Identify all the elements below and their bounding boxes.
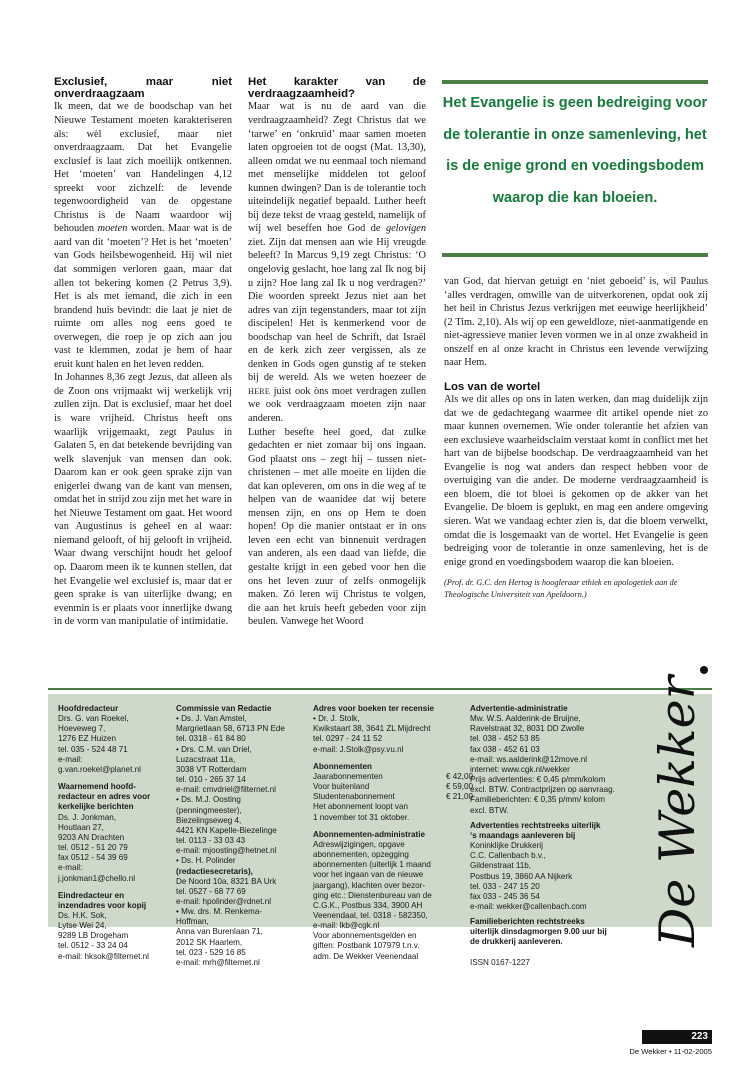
colophon-column-1: Hoofdredacteur Drs. G. van Roekel, Hoeveweg 7, 1276 EZ Huizen tel. 035 - 524 48 71 e-mail: g.van.roekel@planet.nl Waarnemend hoofd- redacteur en adres voor kerkelijke berichten Ds. J. Jonkman, Houtlaan 27, 9203 AN Drachten tel. 0512 - 51 20 79 fax 0512 - 54 39 69 e-mail: j.jonkman1@chello.nl Eindredacteur en inzendadres voor kopij Ds. H.K. Sok, Lytse Wei 24, 9289 LB Drogeham tel. 0512 - 33 24 04 e-mail: hksok@filternet.nl — [58, 704, 170, 962]
email-link[interactable]: e-mail: ws.aalderink@12move.nl — [470, 754, 588, 764]
section-heading-exclusief: Exclusief, maar niet onverdraagzaam — [54, 76, 232, 101]
colophon-divider — [48, 688, 712, 690]
paragraph: Als we dit alles op ons in laten werken, dan mag duidelijk zijn dat we de gedachtegang waarmee dit artikel opende niet zo maar kunnen overnemen. Wie onder tolerantie het afzien van een exclusieve waarheidsclaim verstaat komt in conflict met het hart van de bijbelse boodschap. De verdraagzaamheid van het Evangelie is nog wat anders dan respect hebben voor de overtuiging van die ander. De moderne verdraagzaamheid is een bloem, die tot bloei is gekomen op de akker van het Evangelie. De bloem is geplukt, en mag een andere omgeving sieren. Wat we vandaag echter zien is, dat die bloem verwelkt, omdat die is losgemaakt van de wortel. Het Evangelie is geen bedreiging voor de tolerantie in onze samenleving, het is de enige grond en voedingsbodem waarop die kan bloeien. — [444, 394, 708, 568]
paragraph: Ik meen, dat we de boodschap van het Nieuwe Testament moeten karakteriseren als: wèl exclusief, maar niet onverdraagzaam. Dat het Evangelie exclusief is laat zich moeilijk ontkennen. Het ‘moeten’ van Handelingen 4,12 spreekt voor zichzelf: de levende tegenwoordigheid van de opgestane Christus is de Naam waardoor wij behouden moeten worden. Maar wat is de aard van dit ‘moeten’? Het is het ‘moeten’ van Gods heilsbewogenheid. Hij wil niet dat sommigen verloren gaan, maar dat allen tot bekering komen (2 Petrus 3,9). Het is als met iemand, die zich in een brandend huis bevindt: die laat je niet de ruimte om alles nog eens goed te overwegen, die roep je op zich aan jou vast te klemmen, zodat je hem of haar eruit kunt halen en het leven redden. — [54, 101, 232, 370]
email-link[interactable]: e-mail: J.Stolk@psy.vu.nl — [313, 744, 404, 754]
colophon-title: Adres voor boeken ter recensie — [313, 704, 435, 713]
email-link[interactable]: g.van.roekel@planet.nl — [58, 764, 141, 774]
end-bullet-icon — [700, 666, 708, 674]
colophon-title: Commissie van Redactie — [176, 704, 272, 713]
issn: ISSN 0167-1227 — [470, 957, 530, 967]
price-row: Studentenabonnement € 21,00 — [313, 792, 473, 802]
email-link[interactable]: e-mail: cmvdriel@filternet.nl — [176, 785, 276, 795]
email-link[interactable]: e-mail: mrh@filternet.nl — [176, 957, 260, 967]
colophon-column-3: Adres voor boeken ter recensie • Dr. J. Stolk, Kwikstaart 38, 3641 ZL Mijdrecht tel. 0297 - 24 11 52 e-mail: J.Stolk@psy.vu.nl Abonnementen Jaarabonnementen € 42,00 Voor buitenland € 59,00 Studentenabonnement € 21,00 Het abonnement loopt van 1 november tot 31 oktober. Abonnementen-administratie Adreswijzigingen, opgave abonnementen, opzegging abonnementen (uiterlijk 1 maand voor het ingaan van de nieuwe jaargang), klachten over bezor- ging etc.: Dienstenbureau van de C.G.K., Postbus 334, 3900 AH Veenendaal, tel. 0318 - 582350, e-mail: lkb@cgk.nl Voor abonnementsgelden en giften: Postbank 107979 t.n.v. adm. De Wekker Veenendaal — [313, 704, 473, 961]
colophon-title: Advertentie-administratie — [470, 704, 568, 713]
colophon-title: Abonnementen — [313, 761, 372, 771]
colophon-column-2: Commissie van Redactie • Ds. J. Van Amstel, Margrietlaan 58, 6713 PN Ede tel. 0318 - 61 84 80 • Drs. C.M. van Driel, Luzacstraat 11a, 3038 VT Rotterdam tel. 010 - 265 37 14 e-mail: cmvdriel@filternet.nl • Ds. M.J. Oosting (penningmeester), Biezelingseweg 4, 4421 KN Kapelle-Biezelinge tel. 0113 - 33 03 43 e-mail: mjoosting@hetnet.nl • Ds. H. Polinder (redactiesecretaris), De Noord 10a, 8321 BA Urk tel. 0527 - 68 77 69 e-mail: hpolinder@rdnet.nl • Mw. drs. M. Renkema- Hoffman, Anna van Burenlaan 71, 2012 SK Haarlem, tel. 023 - 529 16 85 e-mail: mrh@filternet.nl — [176, 704, 298, 968]
pull-quote: Het Evangelie is geen bedreiging voor de tolerantie in onze samenleving, het is de enige grond en voedingsbodem waarop die kan bloeien. — [442, 80, 708, 257]
article-column-2 — [248, 76, 426, 629]
colophon-title: Hoofdredacteur — [58, 704, 119, 713]
article-column-1 — [54, 76, 232, 629]
email-link[interactable]: e-mail: hksok@filternet.nl — [58, 951, 149, 961]
paragraph: In Johannes 8,36 zegt Jezus, dat alleen als de Zoon ons vrijmaakt wij werkelijk vrij zullen zijn. Dat is exclusief, maar het doel is ware vrijheid. Christus heeft ons waarlijk vrijgemaakt, zegt Paulus in Galaten 5, en dat betekende bevrijding van welk slavenjuk van mensen dan ook. Daarom kan er ook geen sprake zijn van enigerlei dwang van de kant van mensen, omdat het in strijd zou zijn met het ware in het Nieuwe Testament om gaat. Het woord van Augustinus is geheel en al waar: niemand gelooft, of hij gelooft in vrijheid. Waar dwang verschijnt houdt het geloof op. Daarom meen ik te kunnen stellen, dat het Evangelie wel exclusief is, maar dat er geen sprake is van uiterlijke dwang; en evenmin is er plaats voor innerlijke dwang in de vorm van manipulatie of intimidatie. — [54, 372, 232, 628]
website-link[interactable]: internet: www.cgk.nl/wekker — [470, 764, 570, 774]
article-column-3 — [444, 275, 708, 600]
de-wekker-logo: De Wekker — [649, 675, 707, 947]
email-link[interactable]: e-mail: mjoosting@hetnet.nl — [176, 846, 277, 856]
page-footer: De Wekker • 11-02-2005 — [629, 1047, 712, 1056]
section-heading-karakter: Het karakter van de verdraagzaamheid? — [248, 76, 426, 101]
colophon-title: Abonnementen-administratie — [313, 829, 425, 839]
price-row: Voor buitenland € 59,00 — [313, 782, 473, 792]
email-link[interactable]: e-mail: hpolinder@rdnet.nl — [176, 896, 272, 906]
paragraph: Maar wat is nu de aard van die verdraagzaamheid? Zegt Christus dat we ‘tarwe’ en ‘onkruid’ maar samen moeten laten opgroeien tot de oogst (Mat. 13,30), alleen omdat we nu eenmaal toch niemand met menselijke middelen tot geloof kunnen dwingen? Dan is de tolerantie toch uiteindelijk negatief bepaald. Luther heeft bij deze tekst de vraag gesteld, namelijk of wij wel beseffen hoe God de gelovigen ziet. Zijn dat mensen aan wie Hij vreugde beleeft? In Marcus 9,19 zegt Christus: ‘O ongelovig geslacht, hoe lang zal Ik nog bij u zijn? Hoe lang zal Ik u nog verdragen?’ Die woorden spreekt Jezus niet aan het adres van zijn tegenstanders, maar tot zijn discipelen! Het is kenmerkend voor de boodschap van heel de Schrift, dat Israël en de kerk zich zeer vergissen, als ze denken in Gods ogen gunstig af te steken bij de wereld. Als we weten hoezeer de HERE juist ook òns moet verdragen zullen we ook verdraagzaam moeten zijn naar anderen. — [248, 101, 426, 424]
email-link[interactable]: j.jonkman1@chello.nl — [58, 873, 136, 883]
author-credit: (Prof. dr. G.C. den Hertog is hoogleraar ethiek en apologetiek aan de Theologische Universiteit van Apeldoorn.) — [444, 578, 678, 599]
price-row: Jaarabonnementen € 42,00 — [313, 771, 473, 781]
section-heading-wortel: Los van de wortel — [444, 380, 541, 393]
colophon-column-4: Advertentie-administratie Mw. W.S. Aalderink-de Bruijne, Ravelstraat 32, 8031 DD Zwolle tel. 038 - 452 53 85 fax 038 - 452 61 03 e-mail: ws.aalderink@12move.nl internet: www.cgk.nl/wekker Prijs advertenties: € 0,45 p/mm/kolom excl. BTW. Contractprijzen op aanvraag. Familieberichten: € 0,35 p/mm/ kolom excl. BTW. Advertenties rechtstreeks uiterlijk ‘s maandags aanleveren bij Koninklijke Drukkerij C.C. Callenbach b.v., Gildenstraat 11b, Postbus 19, 3860 AA Nijkerk tel. 033 - 247 15 20 fax 033 - 245 36 54 e-mail: wekker@callenbach.com Familieberichten rechtstreeks uiterlijk dinsdagmorgen 9.00 uur bij de drukkerij aanleveren. ISSN 0167-1227 — [470, 704, 645, 968]
email-link[interactable]: e-mail: lkb@cgk.nl — [313, 921, 380, 931]
page-number: 223 — [642, 1030, 712, 1044]
paragraph: Luther besefte heel goed, dat zulke gedachten er niet zomaar bij ons ingaan. God plaatst ons – zegt hij – tussen niet-christenen – met alle moeite en lijden die dat kan opleveren, om ons in die weg af te helpen van de waanidee dat wij betere mensen zijn, en ons op Hem te doen hopen! Op die manier ontstaat er in ons leven een echt van binnenuit verdragen van anderen, als een daad van liefde, die gestalte krijgt in een gebed voor hen die ons het leven zuur of zelfs onmogelijk maken. Zó leren wij Christus te volgen, die aan het kruis heeft gebeden voor zijn beulen. Vanwege het Woord — [248, 426, 426, 628]
paragraph: van God, dat hiervan getuigt en ‘niet geboeid’ is, wil Paulus ‘alles verdragen, omwille van de uitverkorenen, opdat ook zij het heil in Christus Jezus verkrijgen met eeuwige heerlijkheid’ (2 Tim. 2,10). Als wij op een geweldloze, niet-aanmatigende en niet-agressieve manier leven vormen we in al onze zwakheid in onszelf en al onze kracht in Christus een levende verwijzing naar Hem. — [444, 276, 708, 369]
email-link[interactable]: e-mail: wekker@callenbach.com — [470, 901, 587, 911]
